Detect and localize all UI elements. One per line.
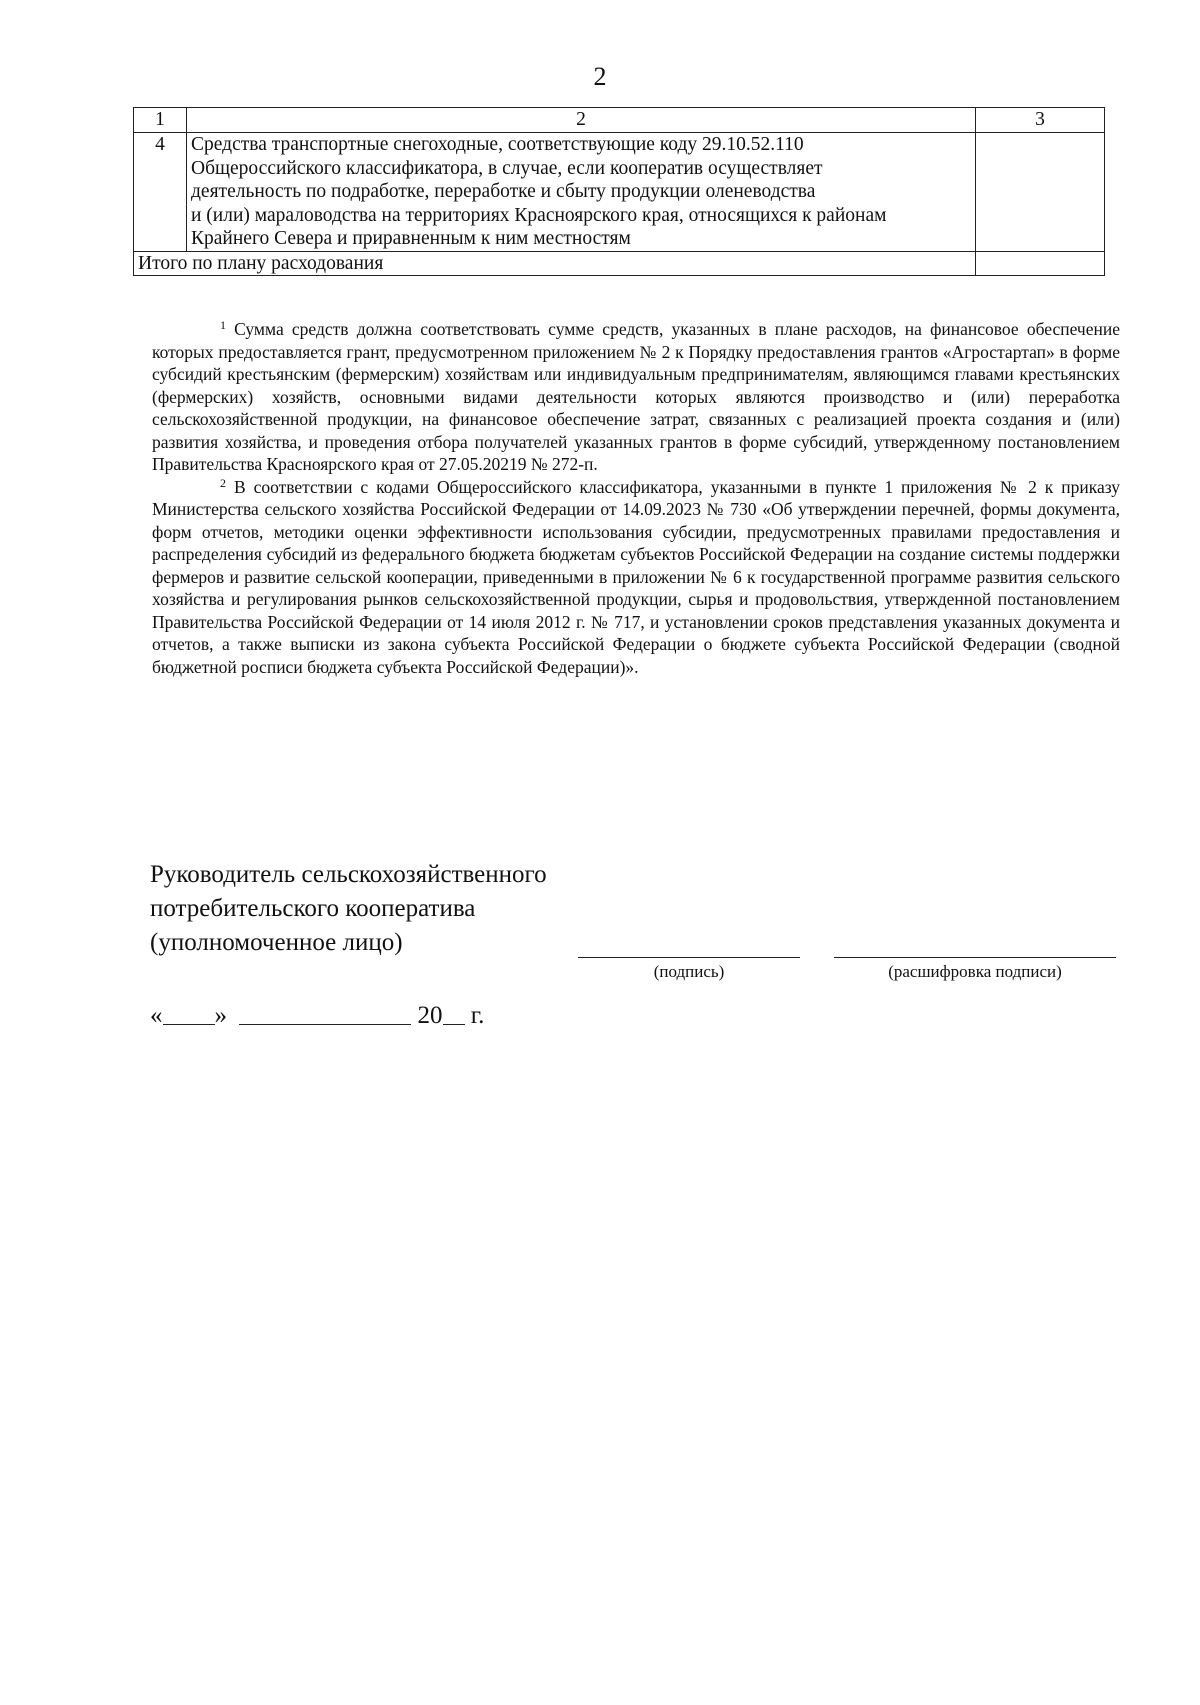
total-label-cell: Итого по плану расходования: [134, 251, 976, 276]
signatory-title: [150, 858, 547, 960]
description-line: Крайнего Севера и приравненным к ним местностям: [191, 228, 631, 249]
signatory-title-line: потребительского кооператива: [150, 895, 476, 922]
footnote-text: Сумма средств должна соответствовать сумме средств, указанных в плане расходов, на финансовое обеспечение которых предоставляется грант, предусмотренном приложением № 2 к Порядку предоставления грантов «Агростартап» в форме субсидий крестьянским (фермерским) хозяйствам или индивидуальным предпринимателям, являющимся главами крестьянских (фермерских) хозяйств, основными видами деятельности которых являются производство и (или) переработка сельскохозяйственной продукции, на финансовое обеспечение затрат, связанных с реализацией проекта создания и (или) развития хозяйства, и проведения отбора получателей указанных грантов в форме субсидий, утвержденному постановлением Правительства Красноярского края от 27.05.20219 № 272-п.: [152, 319, 1120, 474]
day-blank: [163, 1000, 215, 1025]
footnote-2: [152, 476, 1120, 679]
row-number-cell: 4: [134, 133, 187, 252]
signature-decode-caption: (расшифровка подписи): [888, 962, 1062, 981]
description-line: деятельность по подработке, переработке и сбыту продукции оленеводства: [191, 181, 816, 202]
year-blank: [443, 1000, 465, 1025]
header-cell-3: 3: [976, 108, 1105, 133]
signature-caption: (подпись): [653, 962, 725, 981]
date-line: [150, 1000, 484, 1030]
page-number: 2: [593, 62, 607, 91]
header-cell-1: 1: [134, 108, 187, 133]
header-cell-2: 2: [187, 108, 976, 133]
footnote-1: [152, 318, 1120, 476]
total-row: [134, 251, 1105, 276]
close-quote: »: [214, 1002, 227, 1029]
row-description-cell: [187, 133, 976, 252]
description-line: и (или) мараловодства на территориях Красноярского края, относящихся к районам: [191, 204, 887, 226]
signature-decode-line: [834, 957, 1116, 958]
footnotes: [152, 318, 1120, 678]
table-header-row: [134, 108, 1105, 133]
footnote-mark: 1: [220, 318, 226, 332]
year-prefix: 20: [417, 1002, 443, 1029]
description-line: Общероссийского классификатора, в случае, если кооператив осуществляет: [191, 157, 823, 179]
year-suffix: г.: [470, 1002, 485, 1029]
row-value-cell: [976, 133, 1105, 252]
expense-plan-table: [133, 107, 1105, 276]
signatory-title-line: (уполномоченное лицо): [150, 929, 403, 956]
signature-line: [578, 957, 800, 958]
open-quote: «: [150, 1002, 163, 1029]
total-value-cell: [976, 251, 1105, 276]
footnote-text: В соответствии с кодами Общероссийского классификатора, указанными в пункте 1 приложения № 2 к приказу Министерства сельского хозяйства Российской Федерации от 14.09.2023 № 730 «Об утверждении перечней, формы документа, форм отчетов, методики оценки эффективности использования субсидии, предусмотренных правилами предоставления и распределения субсидий из федерального бюджета бюджетам субъектов Российской Федерации на создание системы поддержки фермеров и развитие сельской кооперации, приведенными в приложении № 6 к государственной программе развития сельского хозяйства и регулирования рынков сельскохозяйственной продукции, сырья и продовольствия, утвержденной постановлением Правительства Российской Федерации от 14 июля 2012 г. № 717, и установлении сроков представления указанных документа и отчетов, а также выписки из закона субъекта Российской Федерации о бюджете субъекта Российской Федерации (сводной бюджетной росписи бюджета субъекта Российской Федерации)».: [152, 476, 1121, 677]
table-row: [134, 133, 1105, 252]
footnote-mark: 2: [220, 475, 226, 490]
description-line: Средства транспортные снегоходные, соответствующие коду 29.10.52.110: [191, 134, 804, 155]
month-blank: [239, 1000, 411, 1025]
signatory-title-line: Руководитель сельскохозяйственного: [150, 861, 547, 888]
